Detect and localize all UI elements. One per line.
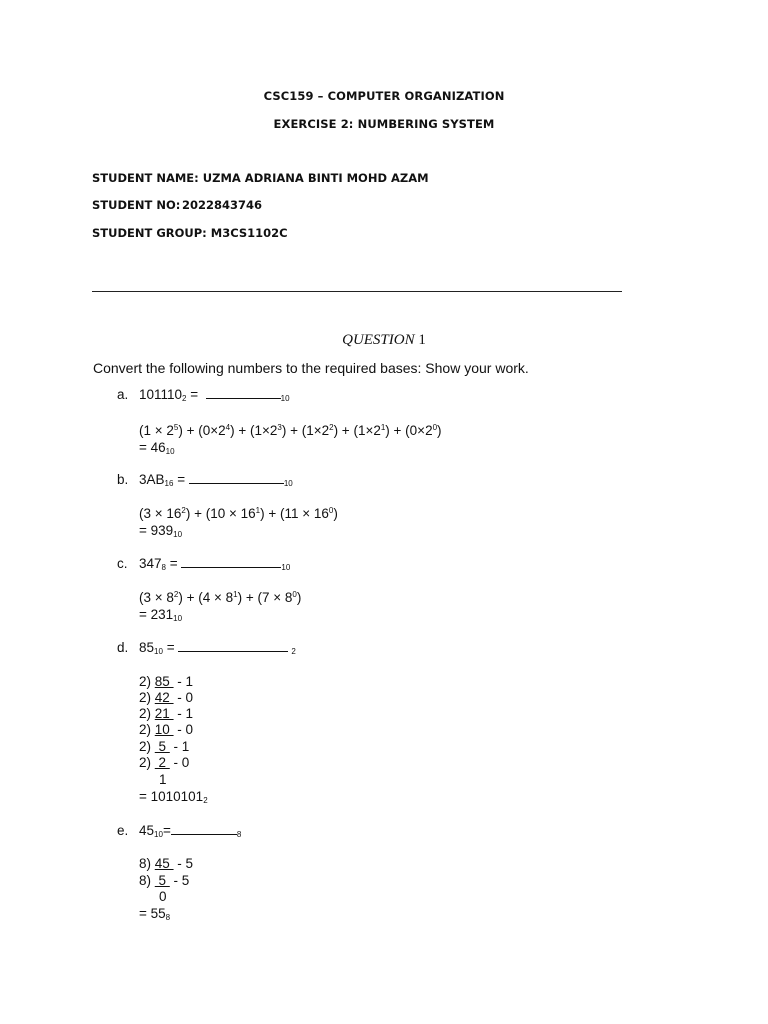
item-e-label: e.	[117, 823, 129, 838]
student-no-value: 2022843746	[182, 198, 263, 212]
item-d-label: d.	[117, 640, 129, 655]
question-number: 1	[418, 332, 426, 348]
answer-blank	[206, 387, 281, 399]
item-a-result: = $46_{10}$	[139, 440, 175, 456]
division-step: 2) 2 - 0	[139, 755, 190, 770]
division-final: 0	[159, 889, 167, 904]
division-final: 1	[159, 772, 167, 787]
student-group-label: STUDENT GROUP:	[92, 226, 207, 240]
item-a-label: a.	[117, 387, 129, 402]
student-name-row	[92, 171, 429, 185]
item-b-result: = $939_{10}$	[139, 523, 183, 539]
question-title	[0, 332, 768, 349]
question-instruction: Convert the following numbers to the required bases: Show your work.	[93, 360, 529, 376]
item-e-result: = $55_8$	[139, 906, 171, 922]
student-name-value: UZMA ADRIANA BINTI MOHD AZAM	[202, 171, 429, 185]
course-title: CSC159 – COMPUTER ORGANIZATION	[263, 89, 505, 103]
separator-line	[92, 291, 622, 292]
question-word: QUESTION	[342, 332, 415, 348]
division-step: 8) 5 - 5	[139, 873, 190, 888]
item-a-problem: $101110_2 = _{10}$	[139, 387, 290, 403]
student-group-value: M3CS1102C	[210, 226, 288, 240]
item-c-label: c.	[117, 556, 128, 571]
item-b-working: $(3 \times 16^2) + (10 \times 16^1) + (11 \times 16^0)$	[139, 506, 338, 521]
item-e-problem: $45_{10}= _8$	[139, 823, 242, 839]
division-step: 2) 10 - 0	[139, 722, 194, 737]
division-step: 8) 45 - 5	[139, 856, 194, 871]
item-d-result: = $1010101_2$	[139, 789, 208, 805]
student-group-row	[92, 226, 288, 240]
exercise-title: EXERCISE 2: NUMBERING SYSTEM	[273, 117, 495, 131]
answer-blank	[171, 825, 237, 835]
student-name-label: STUDENT NAME:	[92, 171, 199, 185]
item-b-problem: $3AB_{16} = _{10}$	[139, 472, 293, 488]
answer-blank	[181, 556, 281, 568]
student-no-row	[92, 198, 263, 212]
item-b-label: b.	[117, 472, 129, 487]
division-step: 2) 5 - 1	[139, 739, 190, 754]
answer-blank	[189, 472, 284, 484]
division-step: 2) 21 - 1	[139, 706, 194, 721]
division-step: 2) 42 - 0	[139, 690, 194, 705]
division-step: 2) 85 - 1	[139, 674, 194, 689]
item-d-problem: $85_{10} = _2$	[139, 640, 296, 656]
student-no-label: STUDENT NO:	[92, 198, 181, 212]
answer-blank	[178, 640, 288, 652]
item-c-result: = $231_{10}$	[139, 607, 183, 623]
item-c-working: $(3 \times 8^2) + (4 \times 8^1) + (7 \times 8^0)$	[139, 590, 302, 605]
item-a-working: $(1 \times 2^5) + (0\times 2^4) + (1\times 2^3) + (1\times 2^2) + (1\times 2^1) + (0\times 2^0)$	[139, 423, 442, 438]
item-c-problem: $347_8 = _{10}$	[139, 556, 291, 572]
